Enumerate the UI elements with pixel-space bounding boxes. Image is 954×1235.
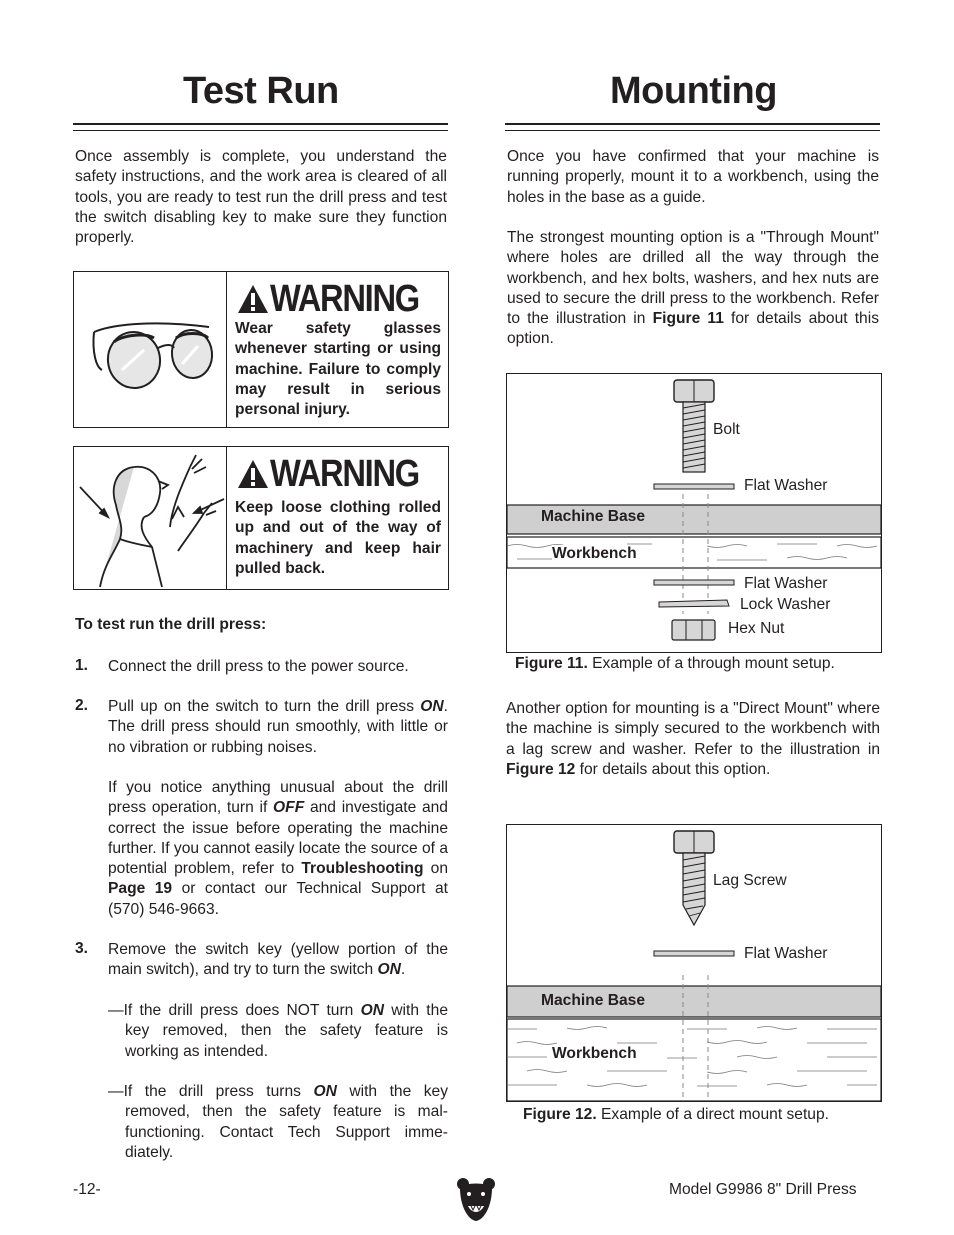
figure-12-caption: Figure 12. Example of a direct mount setup. bbox=[523, 1106, 829, 1123]
step-2-number: 2. bbox=[75, 697, 89, 714]
figure-11-through-mount bbox=[506, 373, 882, 653]
warning-heading-1 bbox=[236, 280, 443, 318]
warning-box-loose-clothing bbox=[73, 446, 449, 590]
grizzly-bear-logo-icon bbox=[456, 1176, 496, 1227]
model-footer: Model G9986 8" Drill Press bbox=[669, 1181, 857, 1198]
step-2-note: If you notice anything unusual about the drill press operation, turn if OFF and investigate and correct the issue before operating the machine further. If you cannot easily locate the source of a potential problem, refer to Troubleshooting on Page 19 or contact our Technical Support at (570) 546-9663. bbox=[108, 779, 448, 918]
step-3-number: 3. bbox=[75, 940, 89, 957]
page-title-mounting: Mounting bbox=[610, 70, 777, 112]
mounting-para-3: Another option for mounting is a "Direct Mount" where the machine is simply secured to the workbench with a lag screw and washer. Refer to the illustration in Figure 12 for details about this option. bbox=[506, 700, 880, 778]
warning-box-safety-glasses bbox=[73, 271, 449, 428]
troubleshooting-ref: Troubleshooting bbox=[301, 860, 424, 878]
label-bolt: Bolt bbox=[713, 421, 740, 438]
label-lock-washer: Lock Washer bbox=[740, 596, 831, 613]
warning-word-2: WARNING bbox=[270, 453, 419, 495]
step-1-number: 1. bbox=[75, 657, 89, 674]
label-machine-base: Machine Base bbox=[541, 992, 646, 1009]
warning-triangle-icon bbox=[236, 458, 270, 490]
step-3-dash-2: —If the drill press turns ON with the key removed, then the safety feature is mal-functioning. Contact Tech Support imme-diately. bbox=[108, 1083, 449, 1161]
mounting-para-2: The strongest mounting option is a "Through Mount" where holes are drilled all the way through the workbench, and hex bolts, washers, and hex nuts are used to secure the drill press to the workbench. Refer to the illustration in Figure 11 for details about this option. bbox=[507, 229, 879, 348]
figure-11-caption: Figure 11. Example of a through mount setup. bbox=[515, 655, 835, 672]
mounting-para-1: Once you have confirmed that your machine is running properly, mount it to a workbench, using the holes in the base as a guide. bbox=[507, 148, 879, 206]
safety-glasses-icon bbox=[74, 272, 227, 427]
warning-triangle-icon bbox=[236, 283, 270, 315]
long-hair-person-icon bbox=[74, 447, 227, 589]
page-number: -12- bbox=[73, 1181, 101, 1198]
title-rule-left-thin bbox=[73, 130, 448, 131]
label-workbench: Workbench bbox=[552, 1045, 637, 1062]
step-3-text: Remove the switch key (yellow portion of the main switch), and try to turn the switch ON. bbox=[108, 941, 448, 979]
label-flat-washer-bottom: Flat Washer bbox=[744, 575, 828, 592]
label-lag-screw: Lag Screw bbox=[713, 872, 787, 889]
step-3-dash-1: —If the drill press does NOT turn ON with the key removed, then the safety feature is working as intended. bbox=[108, 1002, 448, 1060]
label-workbench: Workbench bbox=[552, 545, 637, 562]
warning-heading-2 bbox=[236, 455, 443, 493]
step-2-text: Pull up on the switch to turn the drill press ON. The drill press should run smoothly, with little or no vibration or rubbing noises. bbox=[108, 698, 448, 756]
figure-12-direct-mount bbox=[506, 824, 882, 1102]
title-rule-left bbox=[73, 123, 448, 125]
figure-12-ref: Figure 12 bbox=[506, 760, 576, 778]
label-flat-washer-top: Flat Washer bbox=[744, 477, 828, 494]
page-ref: Page 19 bbox=[108, 880, 173, 898]
step-1-text: Connect the drill press to the power source. bbox=[108, 658, 409, 675]
steps-heading: To test run the drill press: bbox=[75, 616, 267, 633]
test-run-intro: Once assembly is complete, you understand the safety instructions, and the work area is cleared of all tools, you are ready to test run the drill press and test the switch disabling key to make sure they function properly. bbox=[75, 148, 447, 247]
warning-text-1: Wear safety glasses whenever starting or using machine. Failure to comply may result in serious personal injury. bbox=[235, 320, 441, 419]
title-rule-right bbox=[505, 123, 880, 125]
page-title-test-run: Test Run bbox=[183, 70, 339, 112]
figure-11-ref: Figure 11 bbox=[652, 310, 724, 328]
title-rule-right-thin bbox=[505, 130, 880, 131]
label-flat-washer: Flat Washer bbox=[744, 945, 828, 962]
label-machine-base: Machine Base bbox=[541, 508, 646, 525]
warning-word-1: WARNING bbox=[270, 278, 419, 320]
label-hex-nut: Hex Nut bbox=[728, 620, 785, 637]
warning-text-2: Keep loose clothing rolled up and out of the way of machinery and keep hair pulled back. bbox=[235, 499, 441, 577]
